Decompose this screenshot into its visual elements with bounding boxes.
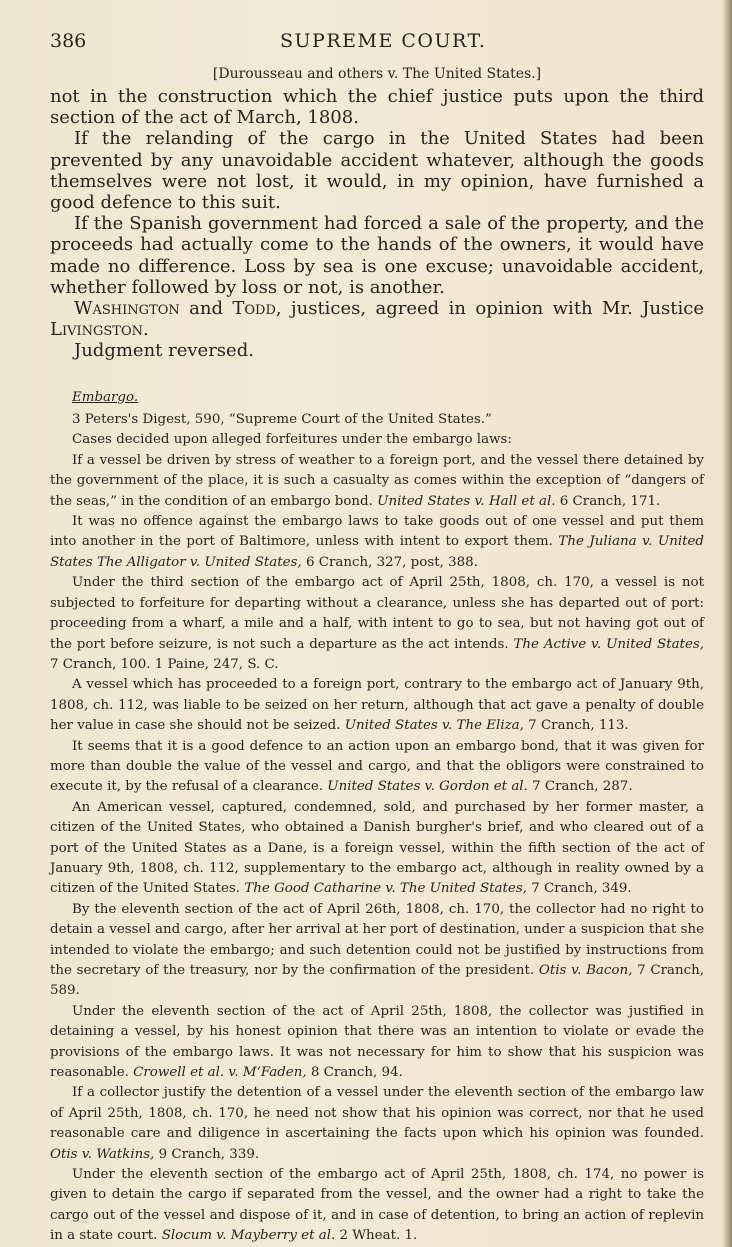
note-text: It was no offence against the embargo laws to take goods out of one vessel and put them into another in the port of Baltimore, unless with intent to export them. <box>50 514 704 550</box>
case-note <box>50 451 704 512</box>
case-name: United States v. Gordon et al. <box>327 779 528 795</box>
text-run: . <box>142 319 149 341</box>
citation: 9 Cranch, 339. <box>154 1146 260 1162</box>
justice-name: Todd <box>232 298 276 320</box>
note-text: A vessel which has proceeded to a foreign port, contrary to the embargo act of January 9th, 1808, ch. 112, was liable to be seized on her return, although that act gave a penalty of double her value in case she should not be seized. <box>50 677 704 734</box>
annotation-notes <box>50 388 704 1247</box>
opinion-paragraph: not in the construction which the chief justice puts upon the third section of the act of March, 1808. <box>50 86 704 129</box>
note-text: Under the third section of the embargo act of April 25th, 1808, ch. 170, a vessel is not subjected to forfeiture for departing without a clearance, unless she has departed out of port: proceeding from a wharf, a mile and a half, with intent to go to sea, but not having got out of the port before seizure, is not such a departure as the act intends. <box>50 575 704 652</box>
citation: 7 Cranch, 100. 1 Paine, 247, S. C. <box>50 656 279 672</box>
case-note <box>50 512 704 573</box>
case-name: The Juliana v. United States <box>50 534 704 570</box>
case-caption: [Durousseau and others v. The United States.] <box>212 66 542 82</box>
case-note <box>50 798 704 900</box>
opinion-text <box>50 86 704 362</box>
text-run: and <box>179 298 233 320</box>
opinion-paragraph: If the relanding of the cargo in the United States had been prevented by any unavoidable accident whatever, although the goods themselves were not lost, it would, in my opinion, have furnished a good defence to this suit. <box>50 128 704 214</box>
citation: 7 Cranch, 287. <box>527 779 633 795</box>
citation: 6 Cranch, 327, post, 388. <box>301 554 478 570</box>
case-name: The Active v. United States, <box>513 636 704 652</box>
case-name: United States v. The Eliza, <box>344 718 524 734</box>
judgment-line: Judgment reversed. <box>74 340 254 362</box>
citation: 7 Cranch, 589. <box>50 963 705 999</box>
notes-intro: Cases decided upon alleged forfeitures under the embargo laws: <box>72 432 512 448</box>
case-note <box>50 737 704 798</box>
page-header <box>50 30 704 60</box>
concurrence-paragraph <box>50 298 704 340</box>
page-number: 386 <box>50 30 87 52</box>
case-name: The Alligator v. United States, <box>96 554 302 570</box>
case-note <box>50 1165 704 1247</box>
note-text: If a vessel be driven by stress of weather to a foreign port, and the vessel there detained by the government of the place, it is such a casualty as comes within the exception of “dangers of the seas,” in the condition of an embargo bond. <box>50 452 704 509</box>
case-name: The Good Catharine v. The United States, <box>244 881 527 897</box>
justice-name: Washington <box>74 298 180 320</box>
note-text: Under the eleventh section of the embargo act of April 25th, 1808, ch. 174, no power is given to detain the cargo if separated from the vessel, and the owner had a right to take the cargo out of the vessel and dispose of it, and in case of detention, to bring an action of replevin in a state court. <box>50 1167 704 1244</box>
case-note <box>50 1083 704 1165</box>
note-text: If a collector justify the detention of a vessel under the eleventh section of the embargo law of April 25th, 1808, ch. 170, he need not show that his opinion was correct, nor that he used reasonable care and diligence in ascertaining the facts upon which his opinion was founded. <box>50 1085 704 1142</box>
case-name: Slocum v. Mayberry et al. <box>161 1228 336 1244</box>
case-name: Crowell et al. v. M‘Faden, <box>133 1065 307 1081</box>
note-text: An American vessel, captured, condemned, sold, and purchased by her former master, a citizen of the United States, who obtained a Danish burgher's brief, and who cleared out of a port of the United States as a Dane, is a foreign vessel, within the fifth section of the act of January 9th, 1808, ch. 112, supplementary to the embargo act, although in reality owned by a citizen of the United States. <box>50 799 704 897</box>
case-name: Otis v. Bacon, <box>538 963 633 979</box>
digest-reference: 3 Peters's Digest, 590, “Supreme Court of the United States.” <box>72 412 492 428</box>
citation: 6 Cranch, 171. <box>555 493 661 509</box>
citation: 8 Cranch, 94. <box>306 1065 403 1081</box>
citation: 2 Wheat. 1. <box>335 1228 418 1244</box>
case-note <box>50 573 704 675</box>
page-edge <box>722 0 732 1247</box>
notes-heading-text: Embargo. <box>72 389 139 405</box>
case-name: United States v. Hall et al. <box>377 493 556 509</box>
running-head: SUPREME COURT. <box>280 30 487 52</box>
opinion-paragraph: If the Spanish government had forced a sale of the property, and the proceeds had actually come to the hands of the owners, it would have made no difference. Loss by sea is one excuse; unavoidable accident, whether followed by loss or not, is another. <box>50 213 704 298</box>
citation: 7 Cranch, 113. <box>523 718 629 734</box>
notes-heading <box>50 388 704 408</box>
justice-name: Livingston <box>50 319 143 341</box>
note-text: By the eleventh section of the act of April 26th, 1808, ch. 170, the collector had no right to detain a vessel and cargo, after her arrival at her port of destination, under a suspicion that she intended to violate the embargo; and such detention could not be justified by instructions from the secretary of the treasury, nor by the confirmation of the president. <box>50 901 704 979</box>
note-text: Under the eleventh section of the act of April 25th, 1808, the collector was justified in detaining a vessel, by his honest opinion that there was an intention to violate or evade the provisions of the embargo laws. It was not necessary for him to show that his suspicion was reasonable. <box>50 1003 704 1081</box>
text-run: , justices, agreed in opinion with Mr. Justice <box>275 298 704 320</box>
case-note <box>50 675 704 736</box>
note-text: It seems that it is a good defence to an action upon an embargo bond, that it was given for more than double the value of the vessel and cargo, and that the obligors were constrained to execute it, by the refusal of a clearance. <box>50 738 704 795</box>
case-note <box>50 1002 704 1084</box>
case-note <box>50 900 704 1002</box>
citation: 7 Cranch, 349. <box>526 881 632 897</box>
case-name: Otis v. Watkins, <box>50 1146 155 1162</box>
